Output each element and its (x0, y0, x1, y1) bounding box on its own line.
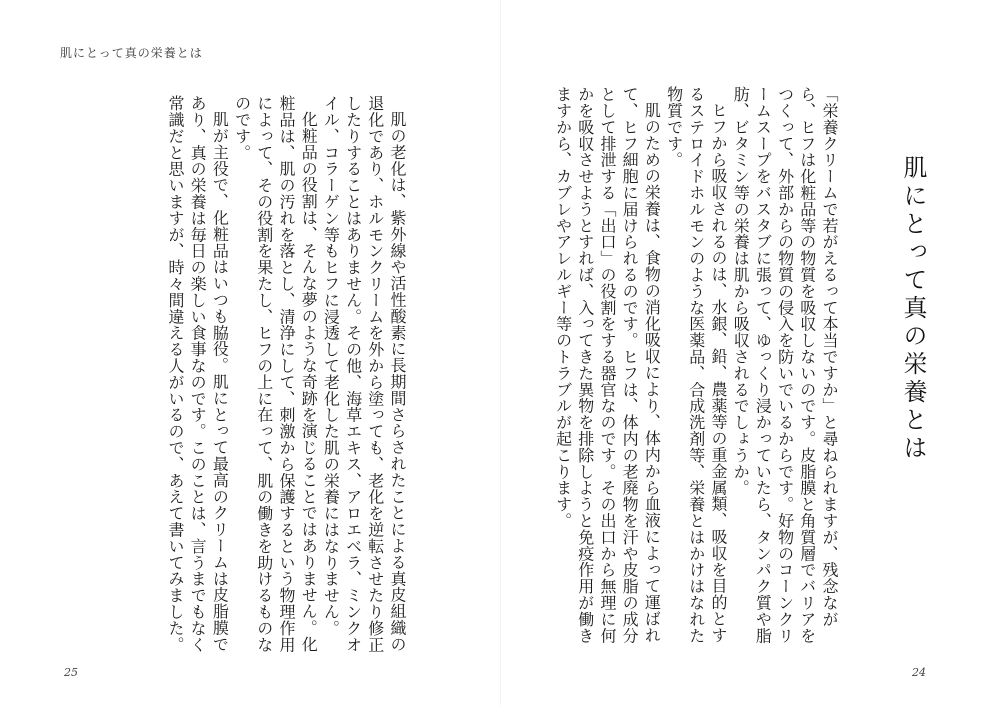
left-page-body (140, 95, 408, 665)
chapter-title: 肌にとって真の栄養とは (899, 155, 927, 463)
right-page-body (553, 86, 840, 656)
paragraph: ヒフから吸収されるのは、水銀、鉛、農薬等の重金属類、吸収を目的とするステロイドホルモンのような医薬品、合成洗剤等、栄養とはかけはなれた物質です。 (664, 86, 728, 644)
page-number-right: 24 (912, 666, 926, 679)
page-gutter (500, 0, 501, 705)
paragraph: 「栄養クリームで若がえるって本当ですか」と尋ねられますが、残念ながら、ヒフは化粧品等の物質を吸収しないのです。皮脂膜と角質層でバリアをつくって、外部からの物質の侵入を防いでいるからです。好物のコーンクリームスープをバスタブに張って、ゆっくり浸かっていたら、タンパク質や脂肪、ビタミン等の栄養は肌から吸収されるでしょうか。 (731, 86, 839, 644)
paragraph: 肌のための栄養は、食物の消化吸収により、体内から血液によって運ばれて、ヒフ細胞に届けられるのです。ヒフは、体内の老廃物を汗や皮脂の成分として排泄する「出口」の役割をする器官なのです。その出口から無理に何かを吸収させようとすれば、入ってきた異物を排除しようと免疫作用が働きますから、カブレやアレルギー等のトラブルが起こります。 (553, 86, 662, 644)
page-number-left: 25 (64, 666, 78, 679)
paragraph: 化粧品の役割は、そんな夢のような奇跡を演じることではありません。化粧品は、肌の汚れを落とし、清浄にして、刺激から保護するという物理作用によって、その役割を果たし、ヒフの上に在って、肌の働きを助けるものなのです。 (232, 95, 319, 653)
paragraph: 肌の老化は、紫外線や活性酸素に長期間さらされたことによる真皮組織の退化であり、ホルモンクリームを外から塗っても、老化を逆転させたり修正したりすることはありません。その他、海草エキス、アロエベラ、ミンクオイル、コラーゲン等もヒフに浸透して老化した肌の栄養にはなりません。 (321, 95, 407, 653)
running-head: 肌にとって真の栄養とは (60, 46, 203, 60)
paragraph: 肌が主役で、化粧品はいつも脇役。肌にとって最高のクリームは皮脂膜であり、真の栄養は毎日の楽しい食事なのです。このことは、言うまでもなく常識だと思いますが、時々間違える人がいるので、あえて書いてみました。 (165, 95, 230, 653)
